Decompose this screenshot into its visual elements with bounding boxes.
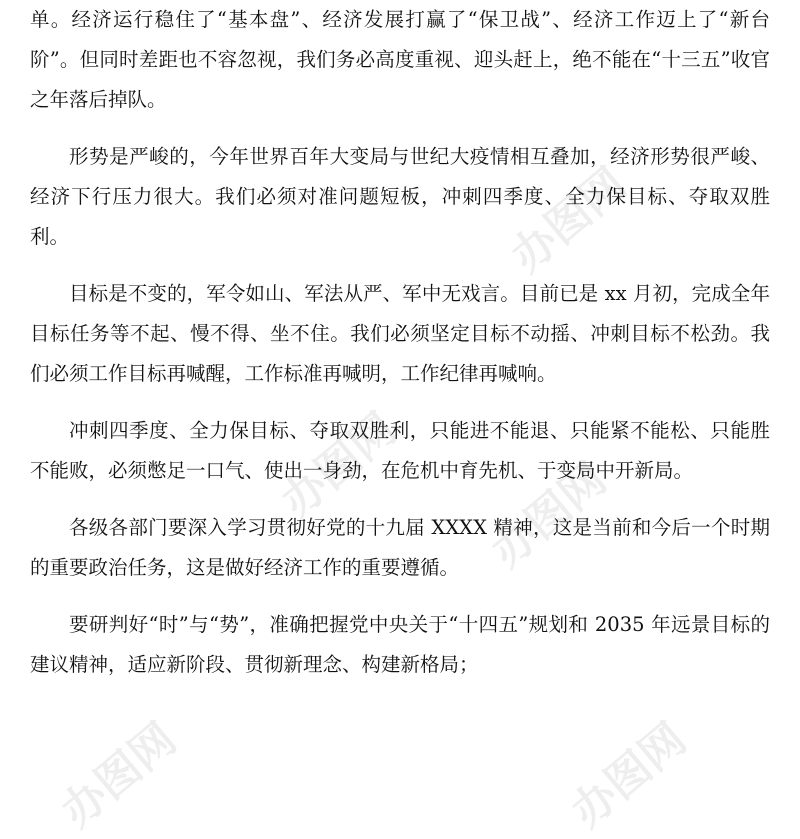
- paragraph-continuation: 单。经济运行稳住了“基本盘”、经济发展打赢了“保卫战”、经济工作迈上了“新台阶”。但同时差距也不容忽视，我们务必高度重视、迎头赶上，绝不能在“十三五”收官之年落后掉队。: [30, 8, 770, 111]
- paragraph-judgment: 要研判好“时”与“势”，准确把握党中央关于“十四五”规划和 2035 年远景目标的建议精神，适应新阶段、贯彻新理念、构建新格局；: [30, 613, 770, 676]
- document-body: [30, 0, 770, 702]
- paragraph-goal: 目标是不变的，军令如山、军法从严、军中无戏言。目前已是 xx 月初，完成全年目标任务等不起、慢不得、坐不住。我们必须坚定目标不动摇、冲刺目标不松劲。我们必须工作目标再喊醒，工作标准再喊明，工作纪律再喊响。: [30, 282, 770, 385]
- watermark: 办图网: [501, 158, 636, 283]
- paragraph-sprint: 冲刺四季度、全力保目标、夺取双胜利，只能进不能退、只能紧不能松、只能胜不能败，必须憋足一口气、使出一身劲，在危机中育先机、于变局中开新局。: [30, 419, 770, 482]
- watermark: 办图网: [481, 453, 616, 578]
- paragraph-situation: 形势是严峻的，今年世界百年大变局与世纪大疫情相互叠加，经济形势很严峻、经济下行压力很大。我们必须对准问题短板，冲刺四季度、全力保目标、夺取双胜利。: [30, 145, 770, 248]
- watermark: 办图网: [51, 713, 186, 838]
- paragraph-study: 各级各部门要深入学习贯彻好党的十九届 XXXX 精神，这是当前和今后一个时期的重要政治任务，这是做好经济工作的重要遵循。: [30, 516, 770, 579]
- watermark: 办图网: [271, 403, 406, 528]
- watermark: 办图网: [561, 713, 696, 838]
